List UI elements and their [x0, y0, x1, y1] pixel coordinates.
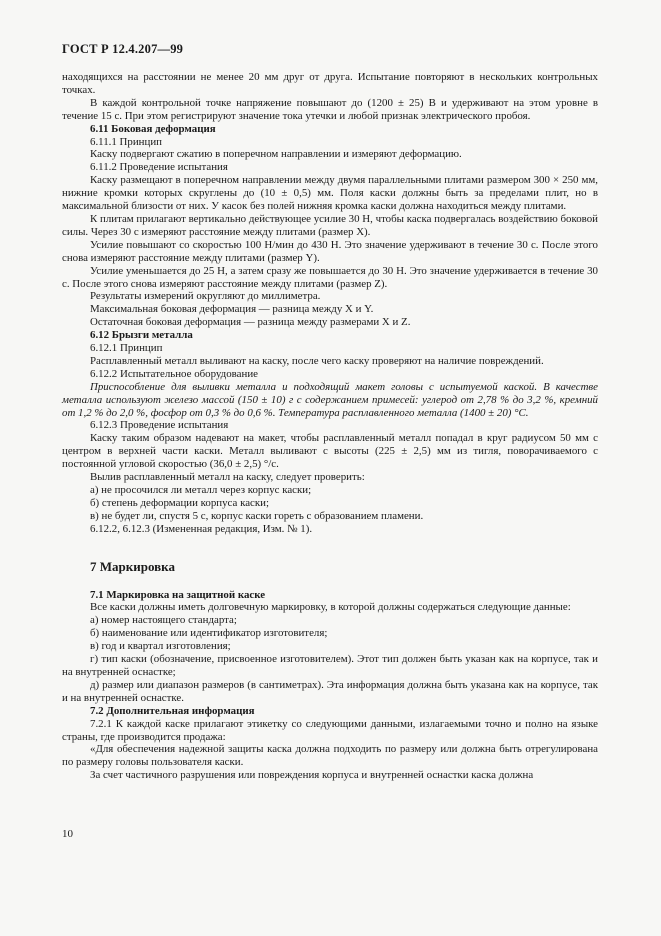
section-6-content: [62, 71, 598, 536]
section-title: 7 Маркировка: [90, 558, 175, 574]
paragraph: За счет частичного разрушения или повреждения корпуса и внутренней оснастки каска должна: [90, 769, 534, 782]
paragraph: 7.2.1 К каждой каске прилагают этикетку со следующими данными, излагаемыми точно и полно на языке страны, где производится продажа:: [62, 717, 598, 743]
paragraph: «Для обеспечения надежной защиты каска должна подходить по размеру или должна быть отрегулирована по размеру головы пользователя каски.: [62, 743, 598, 769]
paragraph: 7.1 Маркировка на защитной каске: [90, 588, 266, 601]
paragraph: Усилие повышают со скоростью 100 Н/мин до 430 Н. Это значение удерживают в течение 30 с. После этого снова измеряют расстояние между плитами (размер Y).: [62, 238, 598, 264]
paragraph: 6.11.1 Принцип: [90, 135, 162, 148]
paragraph: 6.12.3 Проведение испытания: [90, 419, 229, 432]
paragraph: Приспособление для выливки металла и подходящий макет головы с испытуемой каской. В качестве металла используют железо массой (150 ± 10) г с содержанием примесей: углерод от 2,78 % до 3,2 %, кремний от 1,2 % до 2,0 %, фосфор от 0,3 % до 0,6 %. Температура расплавленного металла (1400 ± 20) °С.: [62, 380, 598, 419]
paragraph: находящихся на расстоянии не менее 20 мм друг от друга. Испытание повторяют в нескольких контрольных точках.: [62, 71, 598, 96]
paragraph: д) размер или диапазон размеров (в сантиметрах). Эта информация должна быть указана как на корпусе, так и на внутренней оснастке.: [62, 678, 598, 704]
paragraph: 7.2 Дополнительная информация: [90, 704, 255, 717]
paragraph: Усилие уменьшается до 25 Н, а затем сразу же повышается до 30 Н. Это значение удерживается в течение 30 с. После этого снова измеряют расстояние между плитами (размер Z).: [62, 264, 598, 290]
paragraph: Результаты измерений округляют до миллиметра.: [90, 290, 321, 303]
paragraph: К плитам прилагают вертикально действующее усилие 30 Н, чтобы каска подвергалась воздействию боковой силы. Через 30 с измеряют расстояние между плитами (размер X).: [62, 212, 598, 238]
page-number: 10: [62, 828, 73, 840]
paragraph: 6.12.2 Испытательное оборудование: [90, 367, 258, 380]
paragraph: Максимальная боковая деформация — разница между X и Y.: [90, 303, 374, 316]
paragraph: Каску таким образом надевают на макет, чтобы расплавленный металл попадал в круг радиусом 50 мм с центром в верхней части каски. Металл выливают с высоты (225 ± 2,5) мм из тигля, поворачиваемого с постоянной угловой скоростью (36,0 ± 2,5) °/с.: [62, 432, 598, 471]
paragraph: а) не просочился ли металл через корпус каски;: [90, 484, 312, 496]
paragraph: в) не будет ли, спустя 5 с, корпус каски гореть с образованием пламени.: [90, 509, 424, 522]
paragraph: Каску размещают в поперечном направлении между двумя параллельными плитами размером 300 × 250 мм, нижние кромки которых скруглены до (10 ± 0,5) мм. Поля каски должны быть за пределами плит, но в максимальной близости от них. У касок без полей нижняя кромка каски должна находиться между плитами.: [62, 174, 598, 213]
paragraph: 6.12 Брызги металла: [90, 329, 193, 342]
paragraph: 6.11.2 Проведение испытания: [90, 161, 228, 174]
section-7-content: [62, 588, 598, 783]
paragraph: Остаточная боковая деформация — разница между размерами X и Z.: [90, 316, 411, 329]
paragraph: Расплавленный металл выливают на каску, после чего каску проверяют на наличие повреждений.: [90, 354, 544, 367]
paragraph: б) степень деформации корпуса каски;: [90, 496, 270, 509]
paragraph: 6.12.1 Принцип: [90, 342, 163, 355]
paragraph: в) год и квартал изготовления;: [90, 640, 231, 653]
paragraph: 6.12.2, 6.12.3 (Измененная редакция, Изм. № 1).: [90, 522, 313, 535]
paragraph: В каждой контрольной точке напряжение повышают до (1200 ± 25) В и удерживают на этом уровне в течение 15 с. При этом регистрируют значение тока утечки и любой признак электрического пробоя.: [62, 96, 598, 122]
paragraph: Вылив расплавленный металл на каску, следует проверить:: [90, 471, 365, 484]
paragraph: Каску подвергают сжатию в поперечном направлении и измеряют деформацию.: [90, 148, 462, 161]
paragraph: 6.11 Боковая деформация: [90, 122, 216, 135]
paragraph: а) номер настоящего стандарта;: [90, 614, 237, 627]
document-body: [62, 71, 598, 782]
paragraph: г) тип каски (обозначение, присвоенное изготовителем). Этот тип должен быть указан как на корпусе, так и на внутренней оснастке;: [62, 653, 598, 678]
document-header: ГОСТ Р 12.4.207—99: [62, 42, 184, 56]
paragraph: Все каски должны иметь долговечную маркировку, в которой должны содержаться следующие данные:: [90, 601, 571, 614]
paragraph: б) наименование или идентификатор изготовителя;: [90, 627, 328, 640]
